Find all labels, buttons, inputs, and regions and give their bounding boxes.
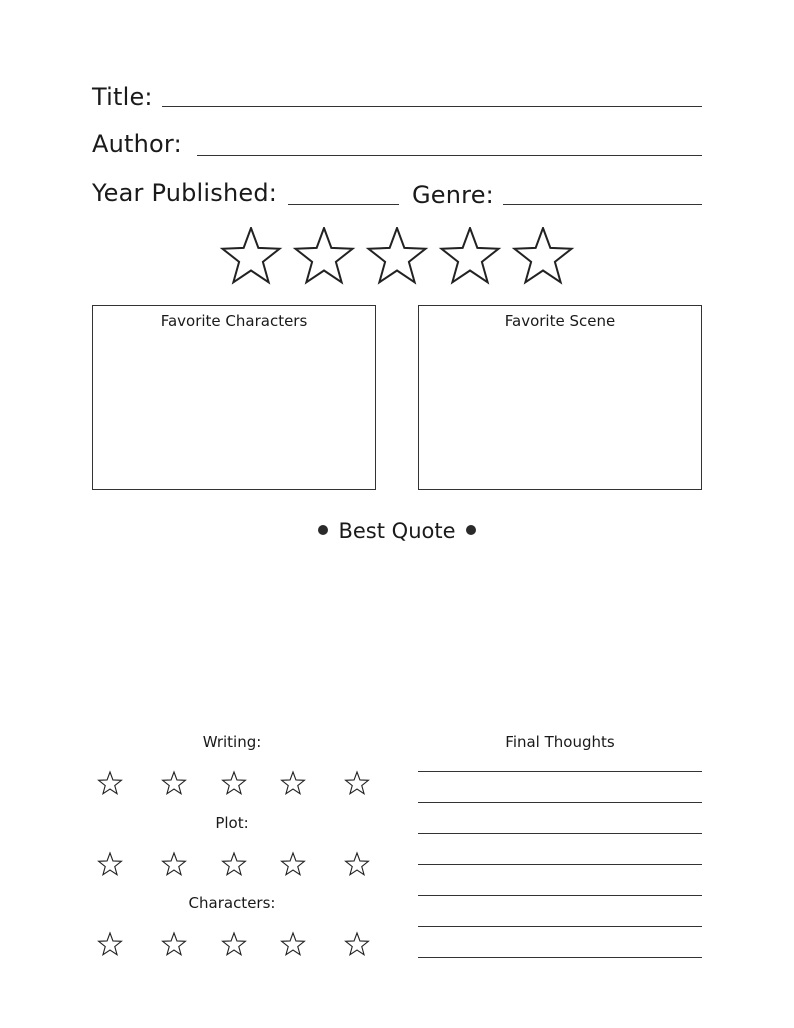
author-label: Author: — [92, 130, 182, 158]
characters-star-1-icon[interactable] — [96, 931, 124, 958]
final-thoughts-line[interactable] — [418, 926, 702, 927]
bullet-icon — [318, 525, 328, 535]
best-quote-heading — [0, 519, 794, 543]
final-thoughts-line[interactable] — [418, 771, 702, 772]
plot-star-2-icon[interactable] — [160, 851, 188, 878]
year-published-label: Year Published: — [92, 179, 278, 207]
characters-star-2-icon[interactable] — [160, 931, 188, 958]
title-field-line[interactable] — [162, 106, 702, 107]
writing-star-1-icon[interactable] — [96, 770, 124, 797]
bullet-icon — [466, 525, 476, 535]
characters-star-5-icon[interactable] — [343, 931, 371, 958]
characters-label: Characters: — [188, 894, 276, 912]
favorite-characters-box[interactable] — [92, 305, 376, 490]
overall-star-1-icon[interactable] — [219, 227, 283, 287]
final-thoughts-line[interactable] — [418, 864, 702, 865]
final-thoughts-label: Final Thoughts — [505, 733, 615, 751]
final-thoughts-line[interactable] — [418, 895, 702, 896]
best-quote-label: Best Quote — [338, 519, 456, 543]
favorite-characters-title: Favorite Characters — [160, 312, 308, 330]
genre-label: Genre: — [412, 181, 494, 209]
favorite-scene-box[interactable] — [418, 305, 702, 490]
genre-field-line[interactable] — [503, 204, 702, 205]
plot-star-5-icon[interactable] — [343, 851, 371, 878]
favorite-scene-title: Favorite Scene — [504, 312, 616, 330]
plot-star-row — [96, 851, 376, 879]
overall-star-2-icon[interactable] — [292, 227, 356, 287]
writing-star-2-icon[interactable] — [160, 770, 188, 797]
overall-star-3-icon[interactable] — [365, 227, 429, 287]
writing-star-5-icon[interactable] — [343, 770, 371, 797]
characters-star-row — [96, 931, 376, 959]
final-thoughts-line[interactable] — [418, 802, 702, 803]
final-thoughts-line[interactable] — [418, 957, 702, 958]
title-label: Title: — [92, 83, 153, 111]
writing-star-4-icon[interactable] — [279, 770, 307, 797]
year-published-field-line[interactable] — [288, 204, 399, 205]
characters-star-4-icon[interactable] — [279, 931, 307, 958]
overall-star-4-icon[interactable] — [438, 227, 502, 287]
plot-star-4-icon[interactable] — [279, 851, 307, 878]
writing-star-3-icon[interactable] — [220, 770, 248, 797]
overall-star-5-icon[interactable] — [511, 227, 575, 287]
plot-star-3-icon[interactable] — [220, 851, 248, 878]
writing-star-row — [96, 770, 376, 798]
plot-label: Plot: — [215, 814, 249, 832]
plot-star-1-icon[interactable] — [96, 851, 124, 878]
best-quote-area[interactable] — [92, 555, 702, 720]
characters-star-3-icon[interactable] — [220, 931, 248, 958]
author-field-line[interactable] — [197, 155, 702, 156]
overall-star-rating — [219, 227, 579, 289]
final-thoughts-line[interactable] — [418, 833, 702, 834]
writing-label: Writing: — [202, 733, 262, 751]
